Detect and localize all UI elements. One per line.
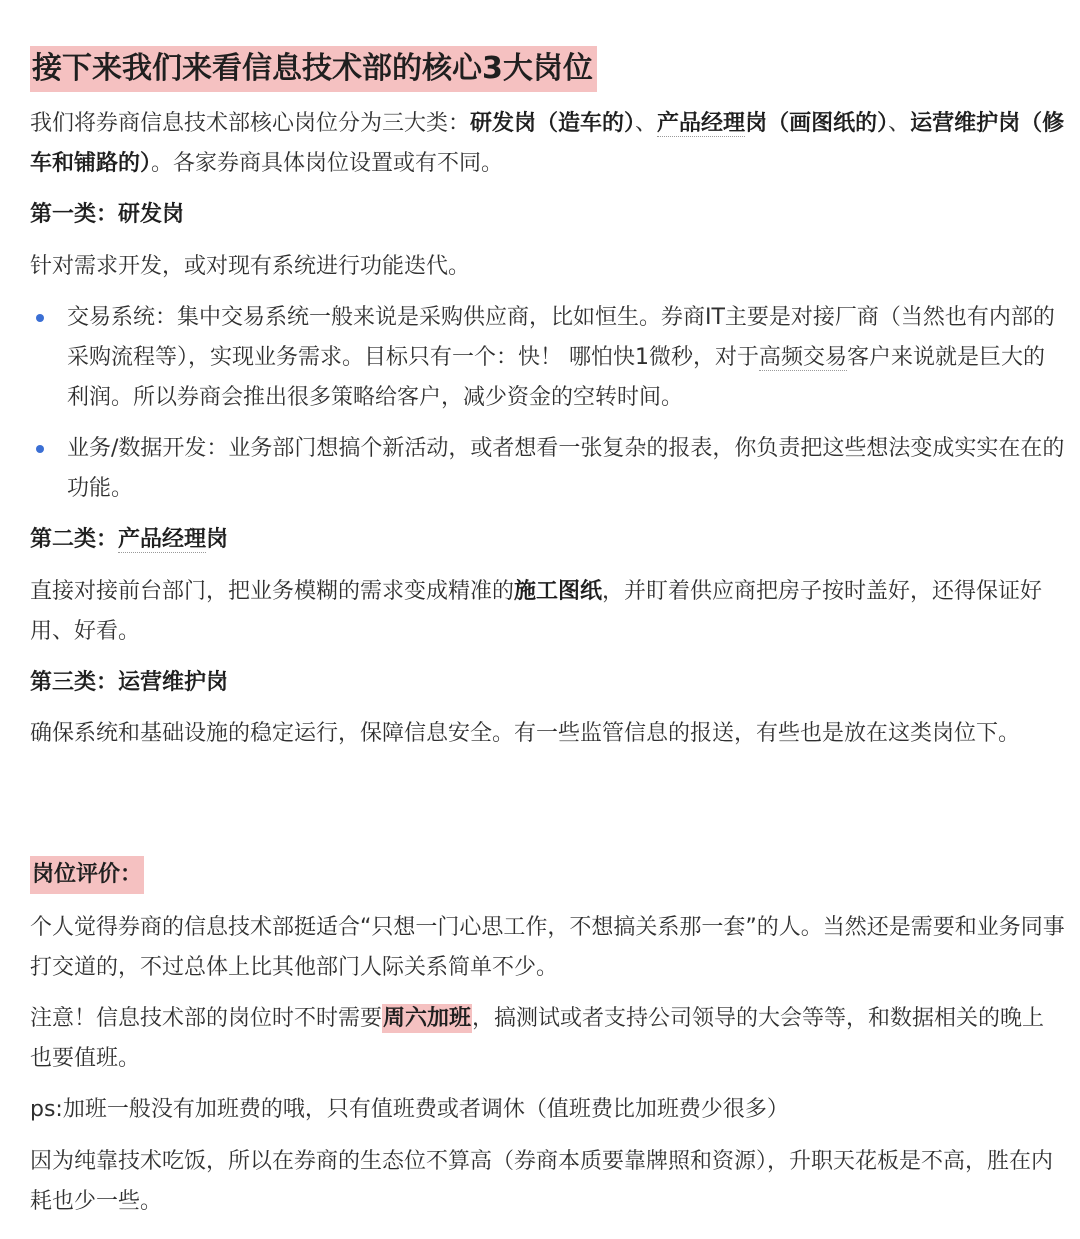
category-2-heading-prefix: 第二类： — [30, 527, 119, 552]
evaluation-p2-a: 注意！信息技术部的岗位时不时需要 — [30, 1006, 383, 1031]
intro-category-pm — [657, 111, 888, 137]
evaluation-paragraph-1: 个人觉得券商的信息技术部挺适合“只想一门心思工作，不想搞关系那一套”的人。当然还是需要和业务同事打交道的，不过总体上比其他部门人际关系简单不少。 — [30, 915, 1065, 980]
page-title: 接下来我们来看信息技术部的核心3大岗位 — [30, 46, 597, 92]
category-2-description — [30, 572, 1065, 652]
intro-text-end: 。各家券商具体岗位设置或有不同。 — [151, 151, 504, 176]
evaluation-heading: 岗位评价： — [30, 856, 144, 894]
bullet-trading-system — [67, 298, 1065, 418]
category-3-heading: 第三类：运营维护岗 — [30, 670, 229, 695]
category-2-pm-term[interactable]: 产品经理 — [118, 527, 207, 552]
category-2-desc-bold: 施工图纸 — [514, 579, 603, 604]
intro-separator-1: 、 — [635, 111, 658, 136]
bullet-dot-icon — [36, 445, 44, 453]
hft-term[interactable]: 高频交易 — [759, 345, 848, 370]
saturday-overtime-highlight: 周六加班 — [383, 1006, 472, 1031]
intro-pm-term[interactable]: 产品经理 — [657, 111, 746, 136]
intro-separator-2: 、 — [888, 111, 911, 136]
bullet-trading-text-b: 客户来说就是巨大的利润。所以券商会推出很多策略给客户，减少资金的空转时间。 — [67, 345, 1046, 410]
evaluation-paragraph-3: ps:加班一般没有加班费的哦，只有值班费或者调休（值班费比加班费少很多） — [30, 1097, 789, 1122]
category-1-heading: 第一类：研发岗 — [30, 202, 185, 227]
list-item — [30, 429, 1065, 509]
category-1-description: 针对需求开发，或对现有系统进行功能迭代。 — [30, 254, 471, 279]
category-2-desc-a: 直接对接前台部门，把业务模糊的需求变成精准的 — [30, 579, 515, 604]
intro-paragraph — [30, 104, 1065, 184]
evaluation-p2-c: ，搞测试或者支持公司领导的大会等等，和数据相关的晚上也要值班。 — [30, 1006, 1045, 1071]
category-2-desc-c: ，并盯着供应商把房子按时盖好，还得保证好用、好看。 — [30, 579, 1043, 644]
evaluation-paragraph-4: 因为纯靠技术吃饭，所以在券商的生态位不算高（券商本质要靠牌照和资源），升职天花板是不高，胜在内耗也少一些。 — [30, 1149, 1054, 1214]
bullet-business-dev: 业务/数据开发：业务部门想搞个新活动，或者想看一张复杂的报表，你负责把这些想法变成实实在在的功能。 — [67, 436, 1065, 501]
bullet-trading-text-a: 交易系统：集中交易系统一般来说是采购供应商，比如恒生。券商IT主要是对接厂商（当然也有内部的采购流程等），实现业务需求。目标只有一个：快！ 哪怕快1微秒，对于 — [67, 305, 1055, 370]
category-2-heading-suffix: 岗 — [206, 527, 229, 552]
intro-category-ops: 运营维护岗（修车和铺路的） — [30, 111, 1065, 176]
intro-text-1: 我们将券商信息技术部核心岗位分为三大类： — [30, 111, 471, 136]
evaluation-paragraph-2 — [30, 999, 1065, 1079]
intro-pm-suffix: 岗（画图纸的） — [745, 111, 889, 136]
category-2-heading — [30, 520, 228, 560]
bullet-dot-icon — [36, 314, 44, 322]
intro-category-rd: 研发岗（造车的） — [470, 111, 636, 136]
category-3-description: 确保系统和基础设施的稳定运行，保障信息安全。有一些监管信息的报送，有些也是放在这类岗位下。 — [30, 721, 1021, 746]
list-item — [30, 298, 1065, 418]
